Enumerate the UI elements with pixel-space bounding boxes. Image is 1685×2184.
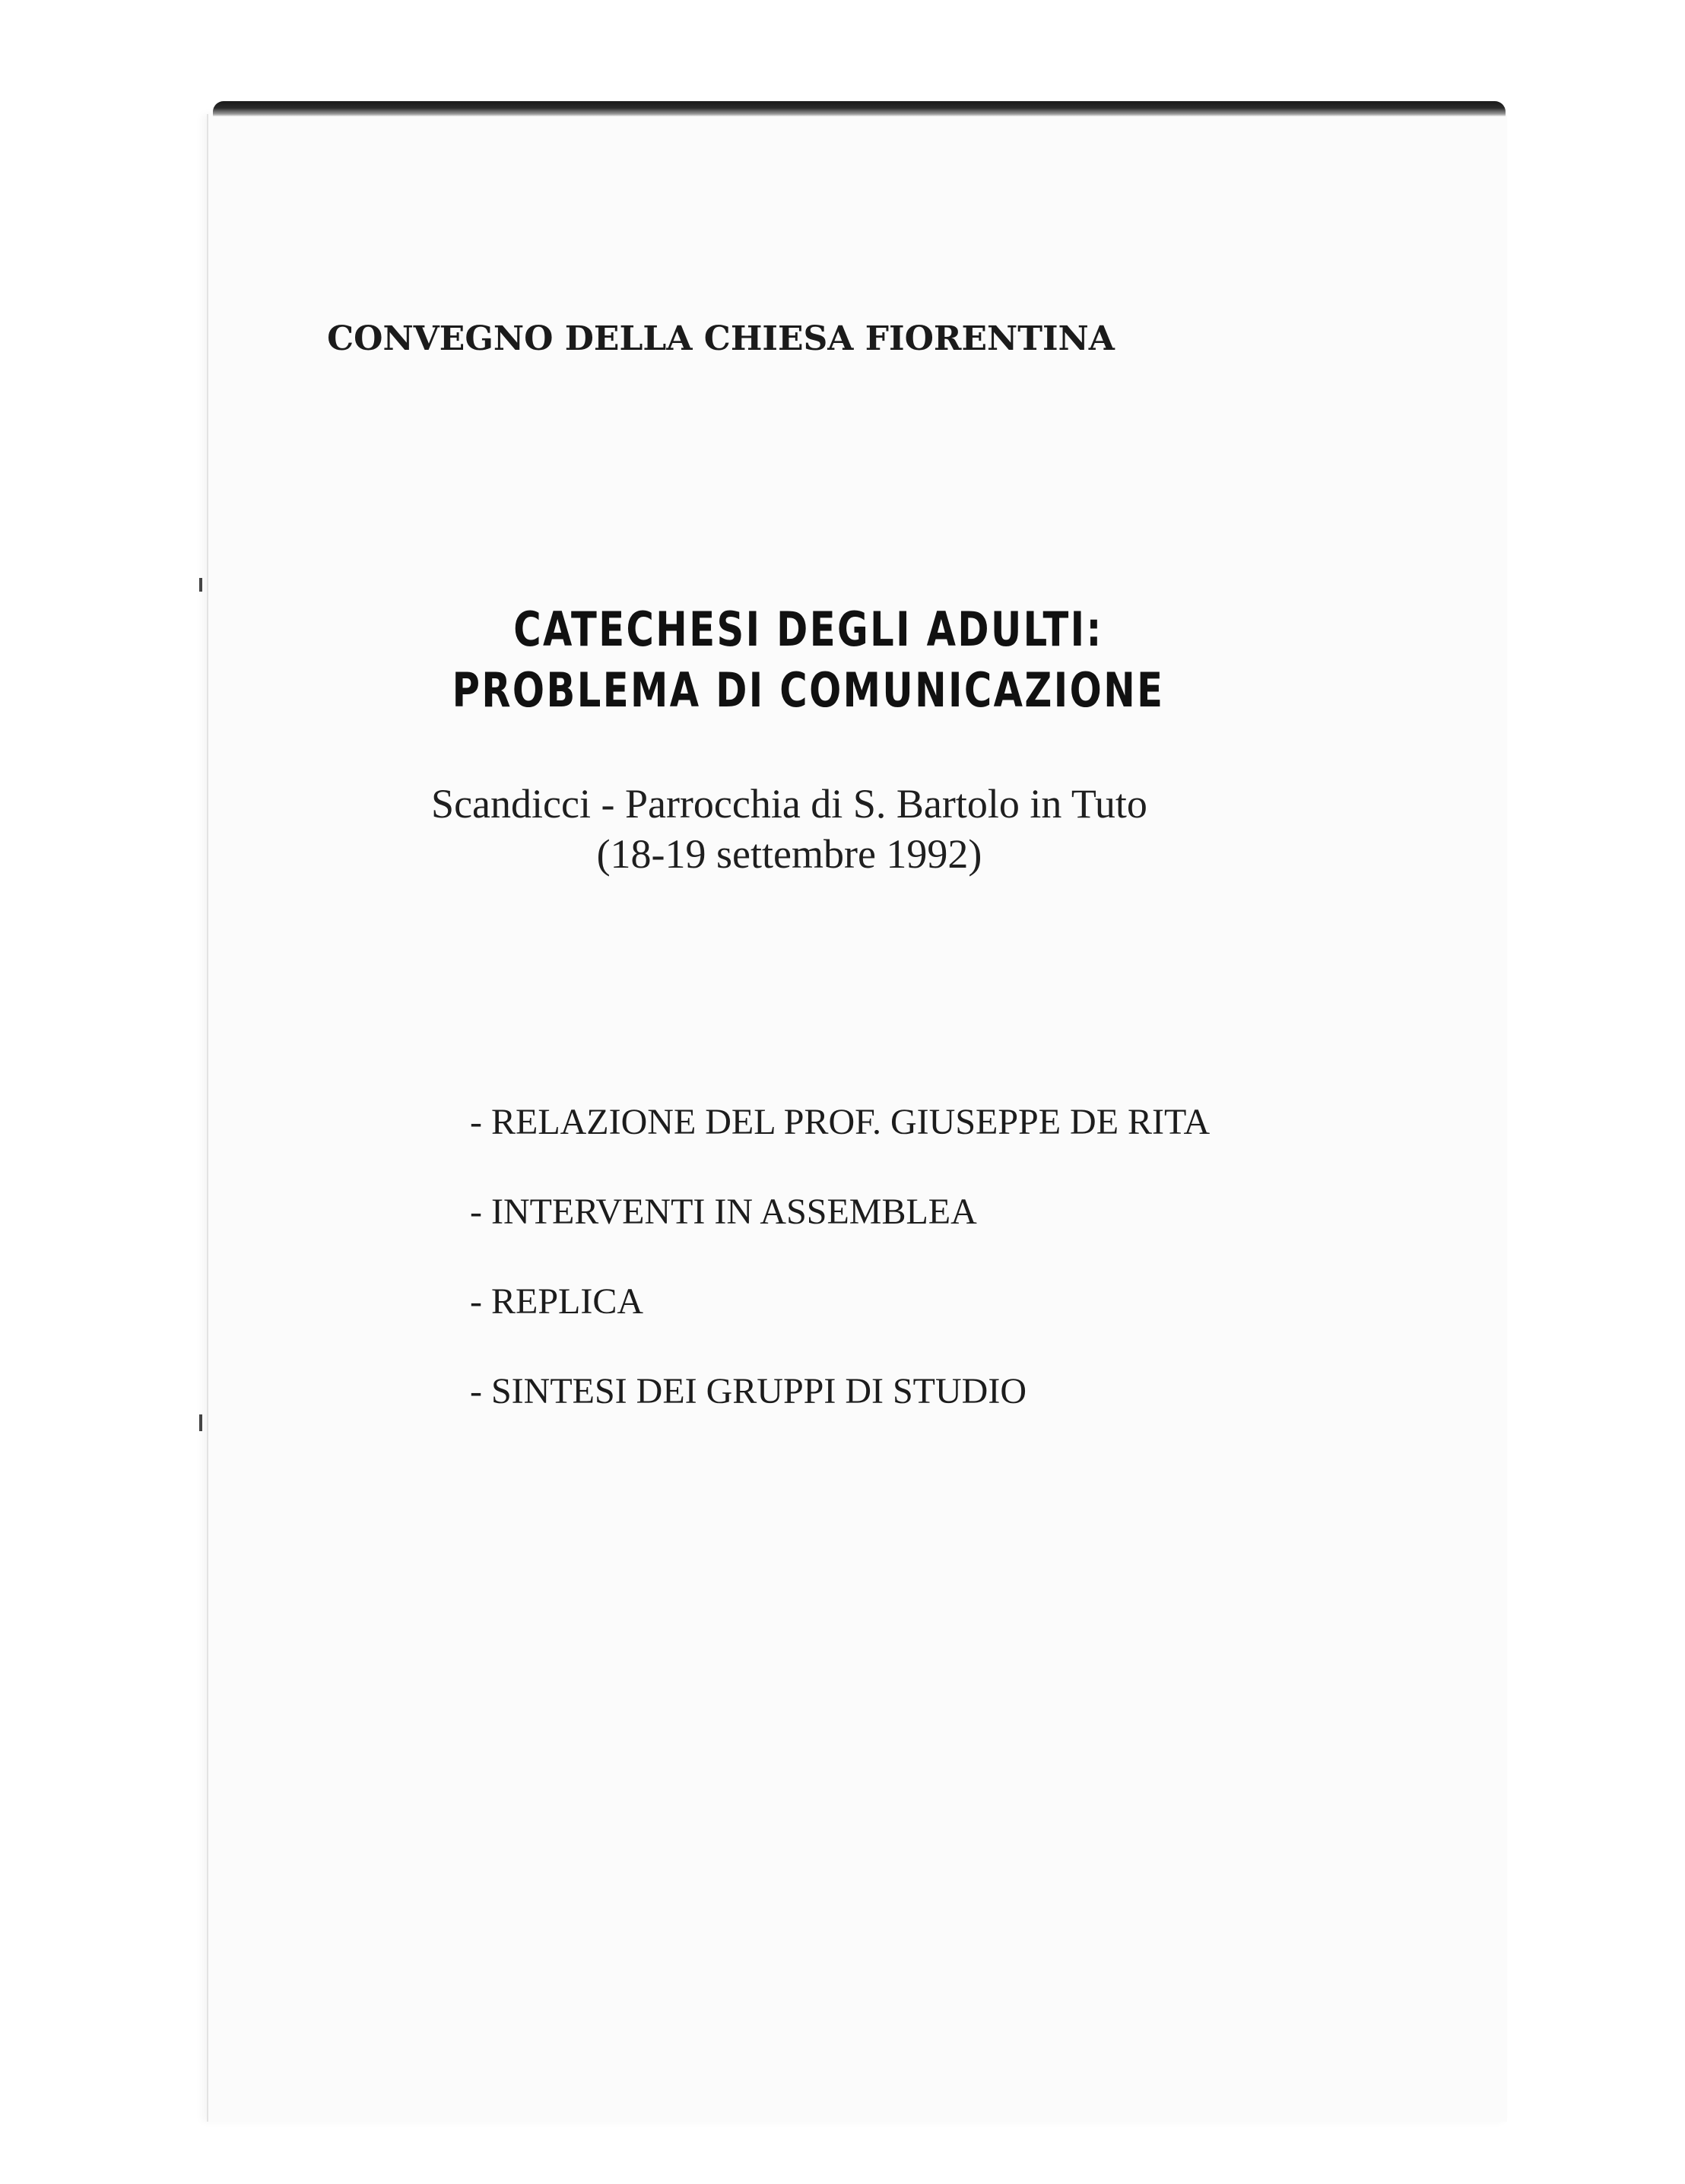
binding-mark — [199, 1414, 202, 1431]
contents-item-sintesi: - SINTESI DEI GRUPPI DI STUDIO — [470, 1371, 1027, 1411]
contents-item-relazione: - RELAZIONE DEL PROF. GIUSEPPE DE RITA — [470, 1102, 1211, 1142]
contents-list — [470, 1101, 1210, 1460]
contents-item-replica: - REPLICA — [470, 1281, 643, 1322]
event-location — [0, 779, 1632, 879]
title-line-1: CATECHESI DEGLI ADULTI: — [513, 602, 1103, 657]
title-line-2: PROBLEMA DI COMUNICAZIONE — [452, 662, 1165, 718]
contents-item-interventi: - INTERVENTI IN ASSEMBLEA — [470, 1192, 977, 1232]
location-line: Scandicci - Parrocchia di S. Bartolo in Tuto — [431, 781, 1147, 827]
booklet-top-edge — [213, 101, 1506, 116]
document-header: CONVEGNO DELLA CHIESA FIORENTINA — [327, 319, 1115, 358]
document-title — [135, 599, 1483, 721]
dates-line: (18-19 settembre 1992) — [596, 831, 982, 877]
binding-mark — [199, 578, 202, 592]
